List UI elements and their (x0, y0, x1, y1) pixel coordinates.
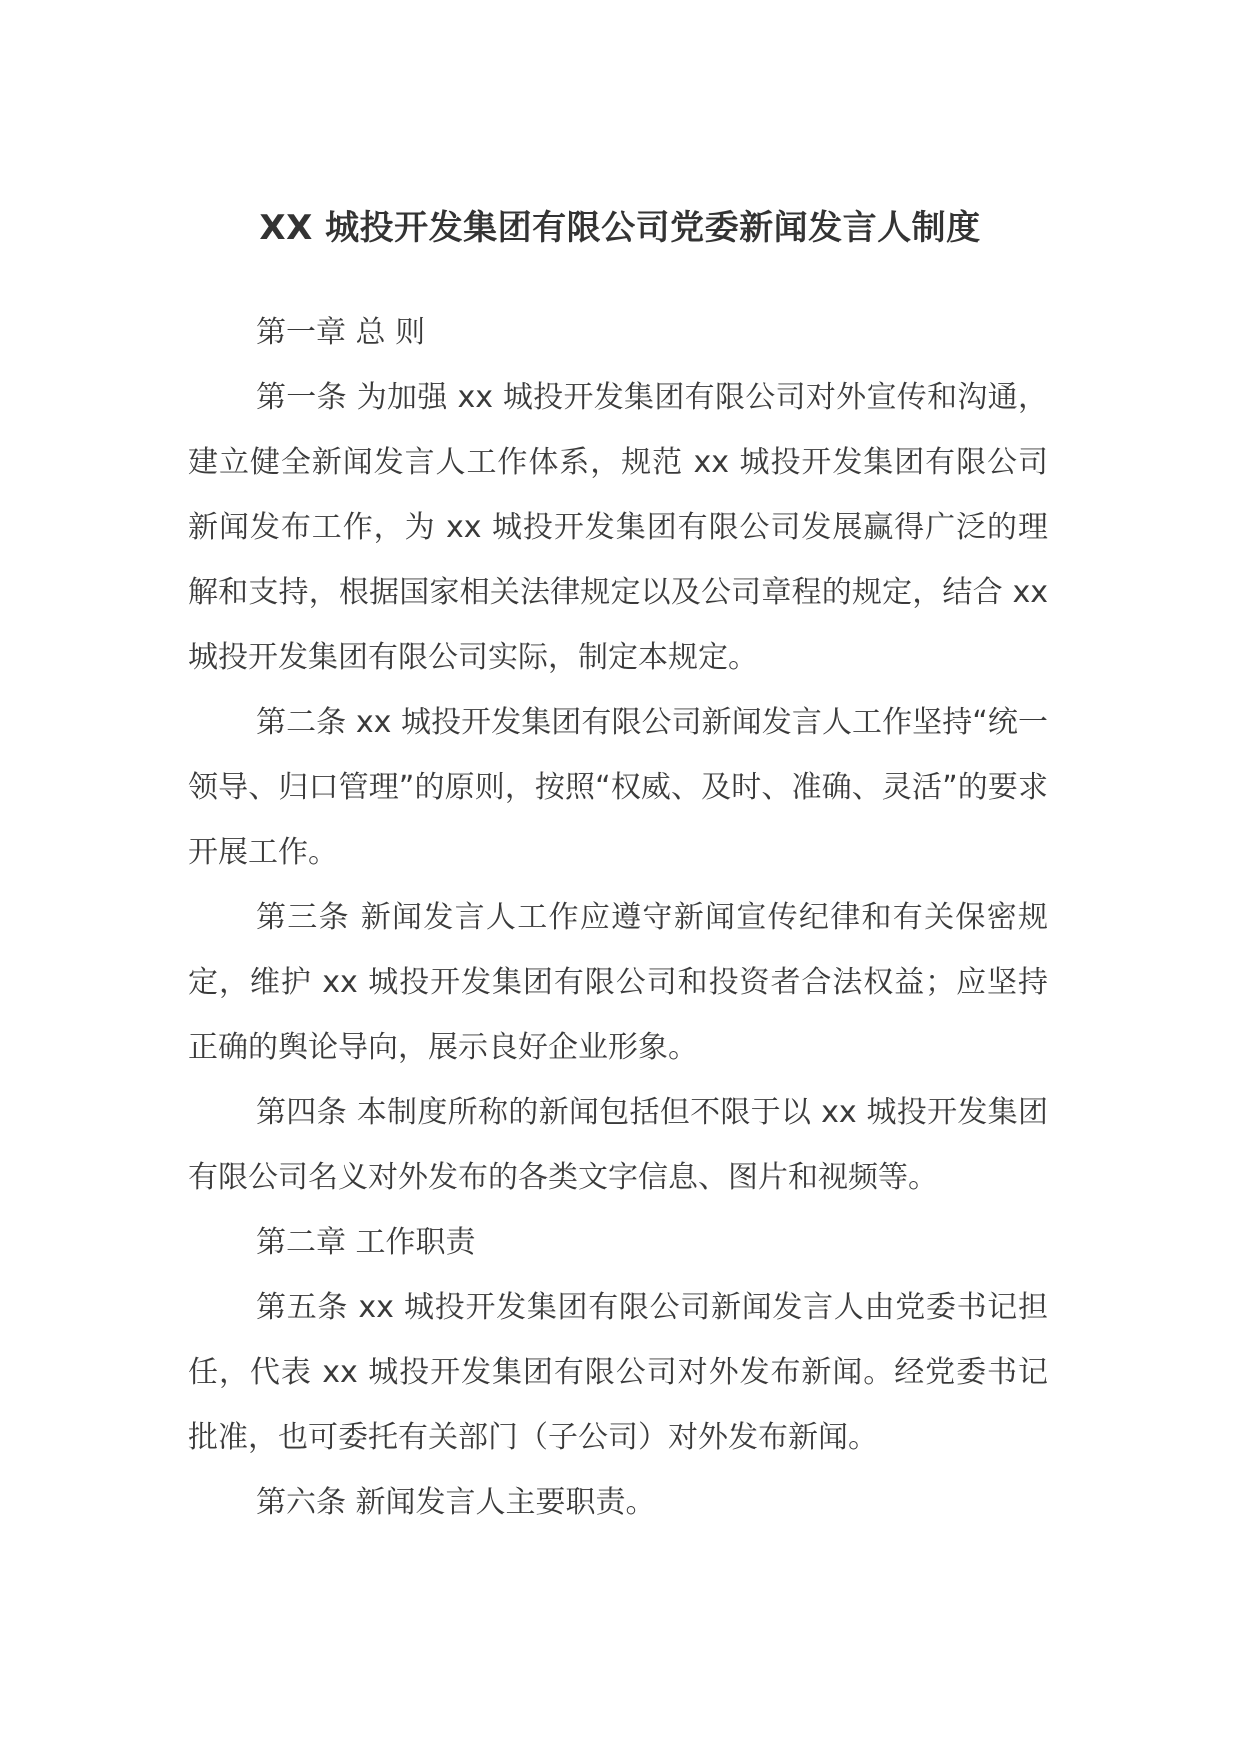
chapter-heading-2: 第二章 工作职责 (256, 1225, 476, 1260)
article-2: 第二条 xx 城投开发集团有限公司新闻发言人工作坚持“统一领导、归口管理”的原则，按照“权威、及时、准确、灵活”的要求开展工作。 (188, 705, 1048, 870)
document-body (188, 300, 1048, 1535)
chapter-heading-1: 第一章 总 则 (256, 315, 426, 350)
article-3: 第三条 新闻发言人工作应遵守新闻宣传纪律和有关保密规定，维护 xx 城投开发集团有限公司和投资者合法权益；应坚持正确的舆论导向，展示良好企业形象。 (188, 900, 1048, 1065)
article-6: 第六条 新闻发言人主要职责。 (256, 1485, 656, 1520)
article-1: 第一条 为加强 xx 城投开发集团有限公司对外宣传和沟通，建立健全新闻发言人工作体系，规范 xx 城投开发集团有限公司新闻发布工作，为 xx 城投开发集团有限公司发展赢得广泛的理解和支持，根据国家相关法律规定以及公司章程的规定，结合 xx 城投开发集团有限公司实际，制定本规定。 (188, 380, 1048, 675)
document-title: XX 城投开发集团有限公司党委新闻发言人制度 (259, 208, 981, 248)
article-5: 第五条 xx 城投开发集团有限公司新闻发言人由党委书记担任，代表 xx 城投开发集团有限公司对外发布新闻。经党委书记批准，也可委托有关部门（子公司）对外发布新闻。 (188, 1290, 1048, 1455)
article-4: 第四条 本制度所称的新闻包括但不限于以 xx 城投开发集团有限公司名义对外发布的各类文字信息、图片和视频等。 (188, 1095, 1048, 1195)
